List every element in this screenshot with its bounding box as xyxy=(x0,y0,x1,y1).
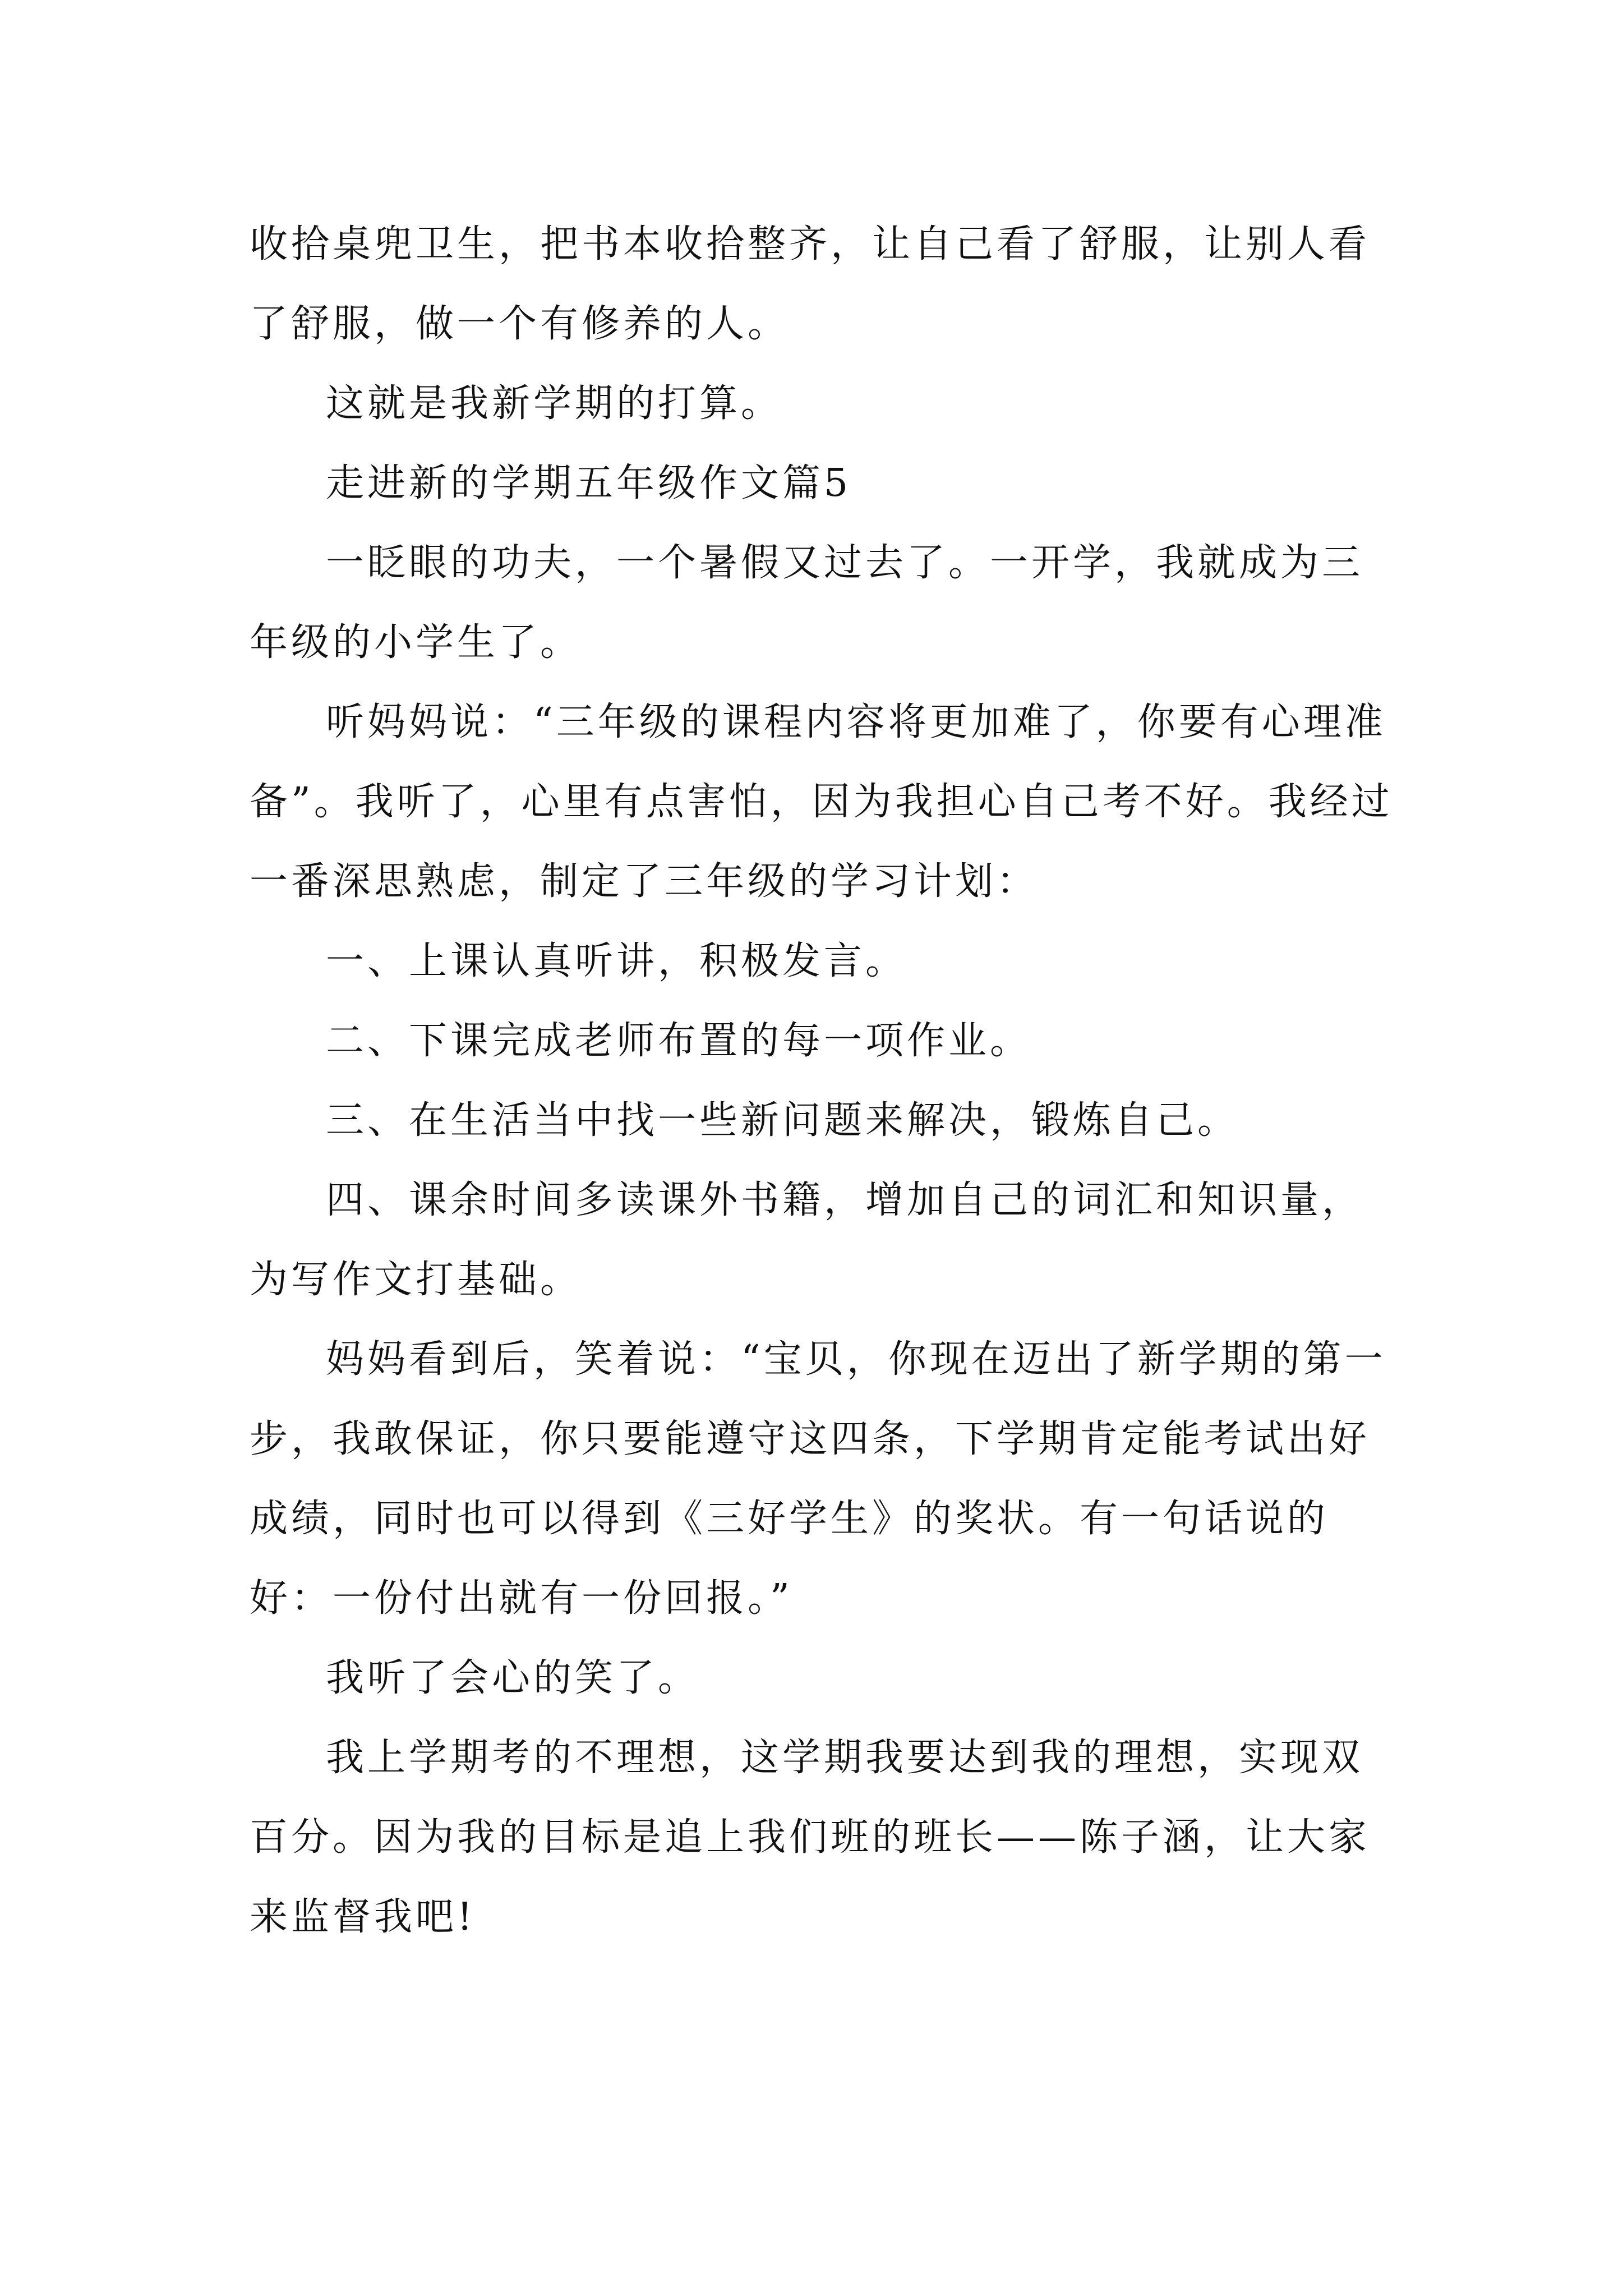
list-item-4: 四、课余时间多读课外书籍，增加自己的词汇和知识量，为写作文打基础。 xyxy=(250,1178,1364,1302)
paragraph: 听妈妈说：“三年级的课程内容将更加难了，你要有心理准备”。我听了，心里有点害怕，因为我担心自己考不好。我经过一番深思熟虑，制定了三年级的学习计划： xyxy=(250,700,1393,904)
paragraph: 妈妈看到后，笑着说：“宝贝，你现在迈出了新学期的第一步，我敢保证，你只要能遵守这四条，下学期肯定能考试出好成绩，同时也可以得到《三好学生》的奖状。有一句话说的好：一份付出就有一份回报。” xyxy=(250,1337,1386,1621)
paragraph: 我听了会心的笑了。 xyxy=(326,1656,700,1700)
section-heading: 走进新的学期五年级作文篇5 xyxy=(326,461,852,505)
paragraph: 这就是我新学期的打算。 xyxy=(326,381,783,426)
paragraph: 一眨眼的功夫，一个暑假又过去了。一开学，我就成为三年级的小学生了。 xyxy=(250,541,1364,665)
paragraph-continuation: 收拾桌兜卫生，把书本收拾整齐，让自己看了舒服，让别人看了舒服，做一个有修养的人。 xyxy=(250,222,1371,346)
document-body xyxy=(250,205,1399,1957)
list-item-1: 一、上课认真听讲，积极发言。 xyxy=(326,939,907,983)
list-item-3: 三、在生活当中找一些新问题来解决，锻炼自己。 xyxy=(326,1098,1239,1143)
paragraph: 我上学期考的不理想，这学期我要达到我的理想，实现双百分。因为我的目标是追上我们班的班长——陈子涵，让大家来监督我吧! xyxy=(250,1736,1371,1939)
list-item-2: 二、下课完成老师布置的每一项作业。 xyxy=(326,1019,1032,1063)
